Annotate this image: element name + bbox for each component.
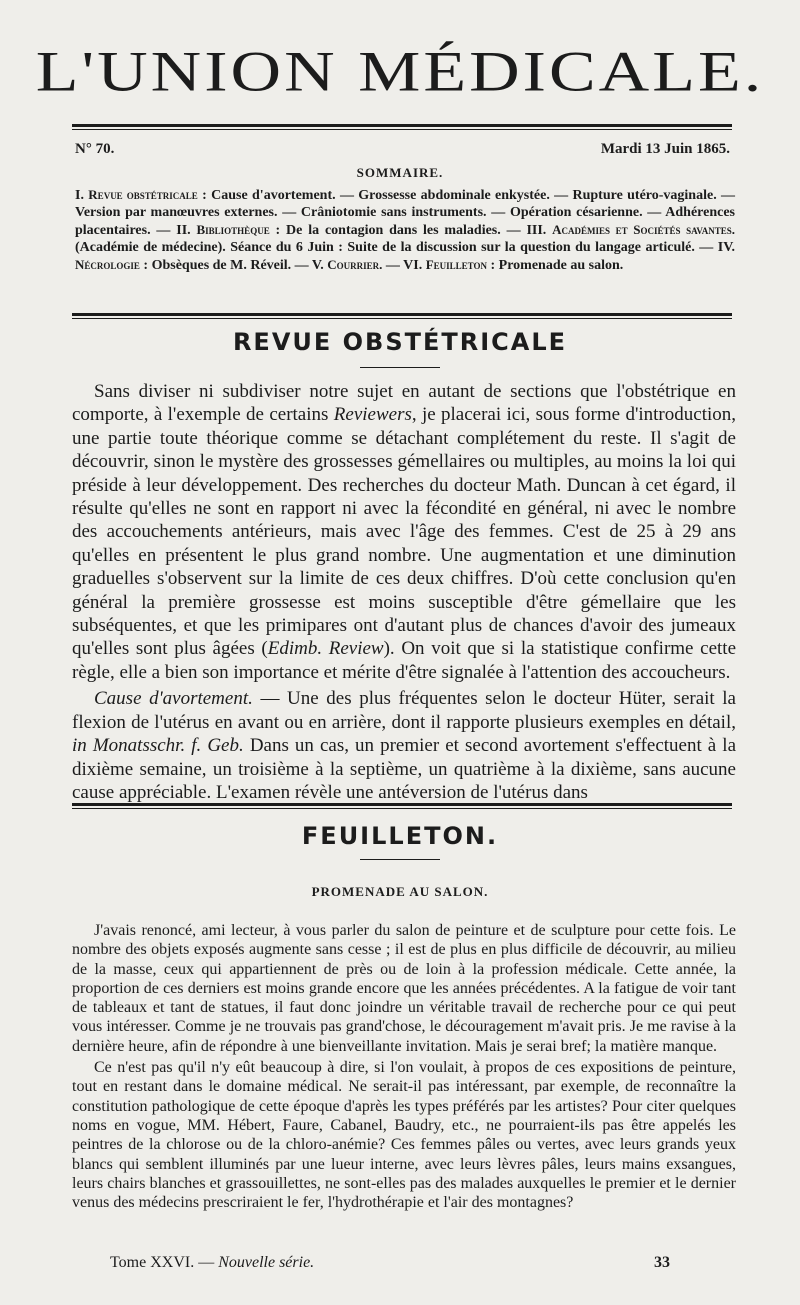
page-footer <box>110 1254 670 1272</box>
sommaire-title: SOMMAIRE. <box>356 165 444 180</box>
issue-info <box>75 141 730 158</box>
feuilleton-body <box>72 921 736 1212</box>
sommaire-contents: I. Revue obstétricale : Cause d'avortement. — Grossesse abdominale enkystée. — Rupture utéro-vaginale. — Version par manœuvres externes. — Crâniotomie sans instruments. — Opération césarienne. — Adhérences placentaires. — II. Bibliothèque : De la contagion dans les maladies. — III. Académies et Sociétés savantes. (Académie de médecine). Séance du 6 Juin : Suite de la discussion sur la question du langage articulé. — IV. Nécrologie : Obsèques de M. Réveil. — V. Courrier. — VI. Feuilleton : Promenade au salon. <box>75 187 736 273</box>
masthead-rule <box>72 124 732 130</box>
feuilleton-rule <box>72 803 732 809</box>
feuilleton-paragraph: J'avais renoncé, ami lecteur, à vous parler du salon de peinture et de sculpture pour cette fois. Le nombre des objets exposés augmente sans cesse ; il est de plus en plus difficile de découvrir, au milieu de la masse, ceux qui appartiennent de près ou de loin à la profession médicale. Cette année, la proportion de ces derniers est moins grande encore que les années précédentes. A la fatigue de voir tant de tableaux et tant de statues, il faut donc joindre un véritable travail de recherche pour ce qui peut vous intéresser. Comme je ne trouvais pas grand'chose, le découragement m'avait pris. Je me ravise à la dernière heure, afin de répondre à une bienveillante invitation. Mais je serai bref; la matière manque. <box>72 922 736 1055</box>
feuilleton-subtitle: PROMENADE AU SALON. <box>311 884 489 899</box>
page-number: 33 <box>654 1254 670 1271</box>
serie-label: Nouvelle série. <box>218 1254 315 1271</box>
revue-paragraph: Sans diviser ni subdiviser notre sujet en autant de sections que l'obstétrique en comporte, à l'exemple de certains Reviewers, je placerai ici, sous forme d'introduction, une partie toute théorique comme se détachant complétement du reste. Il s'agit de découvrir, sinon le mystère des grossesses gémellaires ou multiples, au moins la loi qui préside à leur développement. Des recherches du docteur Math. Duncan à cet égard, il résulte qu'elles ne sont en rapport ni avec la fécondité en général, ni avec le nombre des accouchements antérieurs, mais avec l'âge des femmes. C'est de 25 à 29 ans qu'elles en présentent le plus grand nombre. Une augmentation et une diminution graduelles s'observent sur la limite de ces deux chiffres. D'où cette conclusion qu'en général la première grossesse est moins susceptible d'être gémellaire que les subséquentes, et que les primipares ont d'autant plus de chances d'avoir des jumeaux qu'elles sont plus âgées (Edimb. Review). On voit que si la statistique confirme cette règle, elle a bien son importance et mérite d'être signalée à l'attention des accoucheurs. <box>72 381 736 683</box>
issue-date: Mardi 13 Juin 1865. <box>600 141 730 157</box>
title-underline <box>360 367 440 368</box>
tome-label: Tome XXVI. — <box>110 1254 215 1271</box>
section-rule-top <box>72 313 732 319</box>
title-underline <box>360 859 440 860</box>
revue-title: REVUE OBSTÉTRICALE <box>232 328 568 356</box>
feuilleton-title: FEUILLETON. <box>301 822 499 850</box>
issue-number: N° 70. <box>75 141 115 157</box>
feuilleton-paragraph: Ce n'est pas qu'il n'y eût beaucoup à dire, si l'on voulait, à propos de ces expositions de peinture, tout en restant dans le domaine médical. Ne serait-il pas intéressant, par exemple, de reconnaître la constitution pathologique de cette époque d'après les types préférés par les artistes? Pour citer quelques noms en vogue, MM. Hébert, Faure, Cabanel, Baudry, etc., ne pourraient-ils pas être appelés les peintres de la chlorose ou de la chloro-anémie? Ces femmes pâles ou vertes, avec leurs grands yeux blancs qui semblent illuminés par une lueur interne, avec leurs lèvres pâles, leurs mains exsangues, leurs chairs blanches et grassouillettes, ne sont-elles pas des malades auxquelles le premier et le dernier venus des médecins prescriraient le fer, l'hydrothérapie et l'air des montagnes? <box>72 1059 736 1212</box>
revue-body <box>72 380 736 804</box>
journal-title: L'UNION MÉDICALE. <box>35 40 765 104</box>
revue-paragraph: Cause d'avortement. — Une des plus fréquentes selon le docteur Hüter, serait la flexion de l'utérus en avant ou en arrière, dont il rapporte plusieurs exemples en détail, in Monatsschr. f. Geb. Dans un cas, un premier et second avortement s'effectuent à la dixième semaine, un troisième à la septième, un quatrième à la dixième, sans aucune cause appréciable. L'examen révèle une antéversion de l'utérus dans <box>72 688 737 803</box>
